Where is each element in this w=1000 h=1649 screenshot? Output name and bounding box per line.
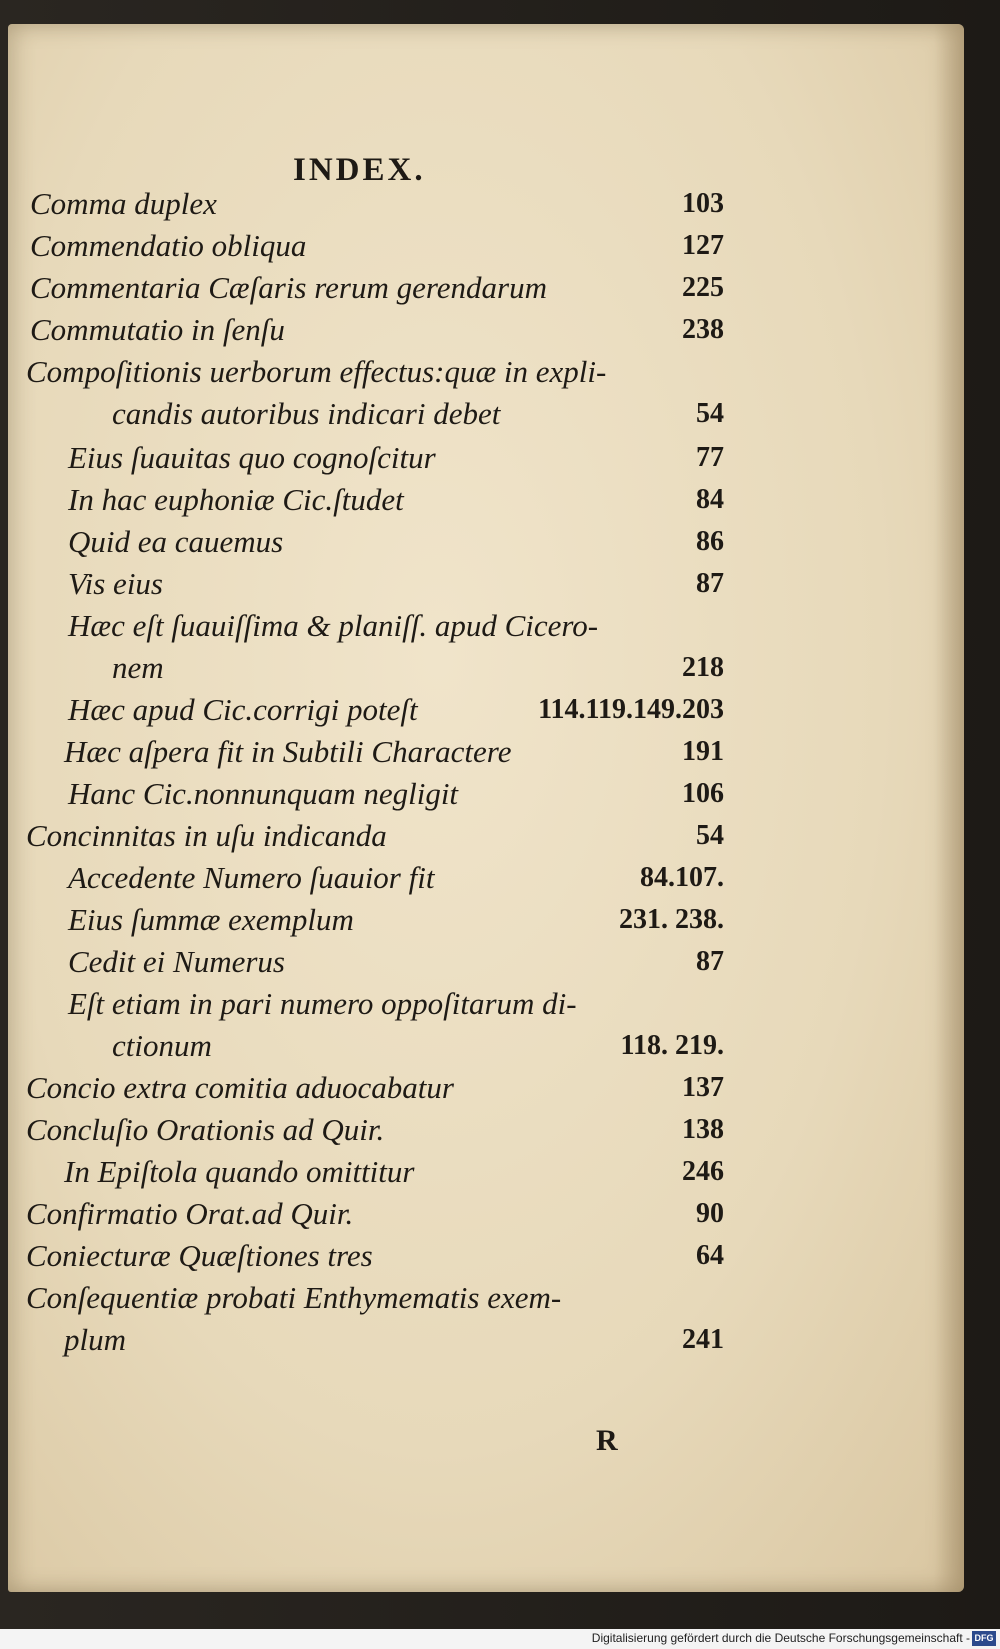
entry-text: Commutatio in ſenſu [30, 312, 285, 347]
index-entry [8, 1026, 964, 1066]
entry-page: 64 [696, 1240, 724, 1271]
entry-page: 90 [696, 1198, 724, 1229]
index-entry [8, 606, 964, 646]
entry-page: 87 [696, 946, 724, 977]
entry-page: 86 [696, 526, 724, 557]
entry-text: Concio extra comitia aduocabatur [26, 1070, 454, 1105]
entry-page: 54 [696, 820, 724, 851]
entry-page: 241 [682, 1324, 724, 1355]
index-entry [8, 184, 964, 224]
entry-text: Concinnitas in uſu indicanda [26, 818, 387, 853]
entry-text: Conſequentiæ probati Enthymematis exem- [26, 1280, 562, 1315]
index-entry [8, 564, 964, 604]
index-entry [8, 310, 964, 350]
index-entry [8, 1068, 964, 1108]
index-entry [8, 816, 964, 856]
index-entry [8, 1152, 964, 1192]
entry-text: Eius ſummæ exemplum [68, 902, 354, 937]
entry-page: 114.119.149.203 [538, 694, 724, 725]
index-entry [8, 774, 964, 814]
entry-page: 84 [696, 484, 724, 515]
entry-text: Commentaria Cæſaris rerum gerendarum [30, 270, 547, 305]
index-entry [8, 268, 964, 308]
entry-text: Concluſio Orationis ad Quir. [26, 1112, 385, 1147]
index-entry [8, 1110, 964, 1150]
index-entry [8, 480, 964, 520]
entry-text: Hæc aſpera fit in Subtili Charactere [64, 734, 512, 769]
entry-page: 137 [682, 1072, 724, 1103]
entry-text: Vis eius [68, 566, 163, 601]
dfg-logo-icon: DFG [972, 1631, 996, 1646]
index-entry [8, 732, 964, 772]
entry-page: 87 [696, 568, 724, 599]
entry-text: Accedente Numero ſuauior fit [68, 860, 435, 895]
entry-text: Comma duplex [30, 186, 217, 221]
entry-page: 246 [682, 1156, 724, 1187]
entry-page: 118. 219. [620, 1030, 724, 1061]
index-entry [8, 1320, 964, 1360]
entry-page: 77 [696, 442, 724, 473]
entry-page: 231. 238. [619, 904, 724, 935]
entry-text: Coniecturæ Quæſtiones tres [26, 1238, 373, 1273]
entry-text: plum [64, 1322, 126, 1357]
entry-page: 127 [682, 230, 724, 261]
entry-page: 225 [682, 272, 724, 303]
entry-text: Hanc Cic.nonnunquam negligit [68, 776, 459, 811]
entry-text: Compoſitionis uerborum effectus:quæ in expli- [26, 354, 607, 389]
entry-page: 238 [682, 314, 724, 345]
entry-page: 84.107. [640, 862, 724, 893]
entry-text: Eſt etiam in pari numero oppoſitarum di- [68, 986, 577, 1021]
index-entry [8, 438, 964, 478]
index-entry [8, 858, 964, 898]
entry-page: 54 [696, 398, 724, 429]
entry-text: Hæc apud Cic.corrigi poteſt [68, 692, 418, 727]
index-entry [8, 900, 964, 940]
entry-text: Commendatio obliqua [30, 228, 307, 263]
index-entry [8, 394, 964, 434]
entry-text: In Epiſtola quando omittitur [64, 1154, 415, 1189]
entry-page: 218 [682, 652, 724, 683]
entry-text: Hæc eſt ſuauiſſima & planiſſ. apud Cicero- [68, 608, 599, 643]
index-entry [8, 226, 964, 266]
entry-text: Quid ea cauemus [68, 524, 284, 559]
entry-text: In hac euphoniæ Cic.ſtudet [68, 482, 404, 517]
index-entry [8, 984, 964, 1024]
entry-text: candis autoribus indicari debet [112, 396, 501, 431]
running-head: INDEX. [293, 152, 426, 188]
index-entry [8, 1278, 964, 1318]
book-page [8, 24, 964, 1592]
entry-text: Eius ſuauitas quo cognoſcitur [68, 440, 436, 475]
index-entry [8, 690, 964, 730]
entry-page: 138 [682, 1114, 724, 1145]
index-entry [8, 648, 964, 688]
entry-text: ctionum [112, 1028, 212, 1063]
entry-page: 191 [682, 736, 724, 767]
entry-page: 103 [682, 188, 724, 219]
index-entry [8, 942, 964, 982]
entry-text: nem [112, 650, 164, 685]
digitization-footer [0, 1629, 1000, 1649]
index-entry [8, 522, 964, 562]
catchword: R [596, 1424, 618, 1457]
entry-text: Cedit ei Numerus [68, 944, 285, 979]
index-entry [8, 352, 964, 392]
entry-text: Confirmatio Orat.ad Quir. [26, 1196, 354, 1231]
index-entry [8, 1194, 964, 1234]
footer-text: Digitalisierung gefördert durch die Deutsche Forschungsgemeinschaft - [591, 1631, 970, 1645]
index-entry [8, 1236, 964, 1276]
entry-page: 106 [682, 778, 724, 809]
